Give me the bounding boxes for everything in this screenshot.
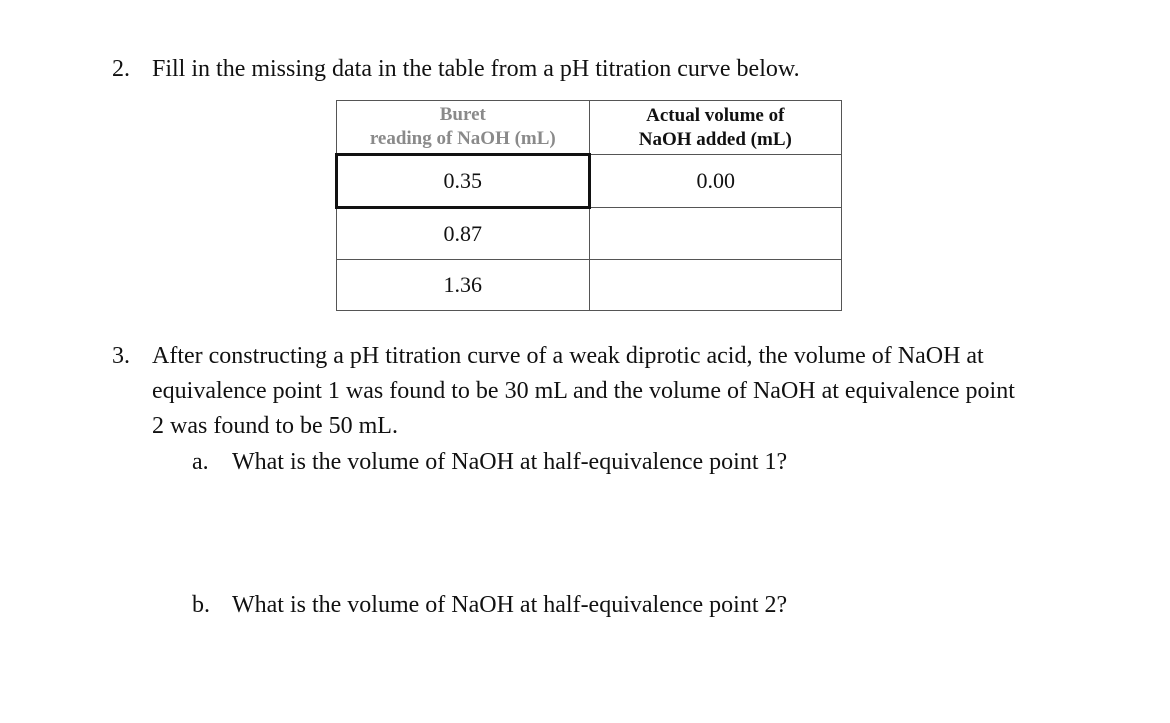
volume-cell[interactable]: 0.00 <box>589 155 841 208</box>
table-row <box>337 155 842 208</box>
table-row <box>337 208 842 260</box>
question-2-number: 2. <box>112 56 130 82</box>
header-line: NaOH added (mL) <box>638 128 792 150</box>
header-line: Actual volume of <box>646 104 785 126</box>
header-buret-reading <box>337 101 590 155</box>
question-3a-label: a. <box>192 449 209 475</box>
table-header-row <box>337 101 842 155</box>
header-line: Buret <box>439 104 486 125</box>
header-actual-volume <box>589 101 841 155</box>
header-line: reading of NaOH (mL) <box>369 128 556 149</box>
volume-cell[interactable] <box>589 260 841 311</box>
volume-cell[interactable] <box>589 208 841 260</box>
buret-cell[interactable]: 0.87 <box>337 208 590 260</box>
table-row <box>337 260 842 311</box>
question-3-line: After constructing a pH titration curve of a weak diprotic acid, the volume of NaOH at <box>152 343 984 369</box>
question-3b-text: What is the volume of NaOH at half-equivalence point 2? <box>232 592 788 618</box>
data-table <box>335 100 842 311</box>
question-2-text: Fill in the missing data in the table from a pH titration curve below. <box>152 56 800 82</box>
question-3-line: equivalence point 1 was found to be 30 mL and the volume of NaOH at equivalence point <box>152 378 1015 404</box>
question-3a-text: What is the volume of NaOH at half-equivalence point 1? <box>232 449 788 475</box>
question-3b-label: b. <box>192 592 210 618</box>
buret-cell[interactable]: 1.36 <box>337 260 590 311</box>
buret-cell[interactable]: 0.35 <box>337 155 590 208</box>
question-3-number: 3. <box>112 343 130 369</box>
question-3-line: 2 was found to be 50 mL. <box>152 413 398 439</box>
